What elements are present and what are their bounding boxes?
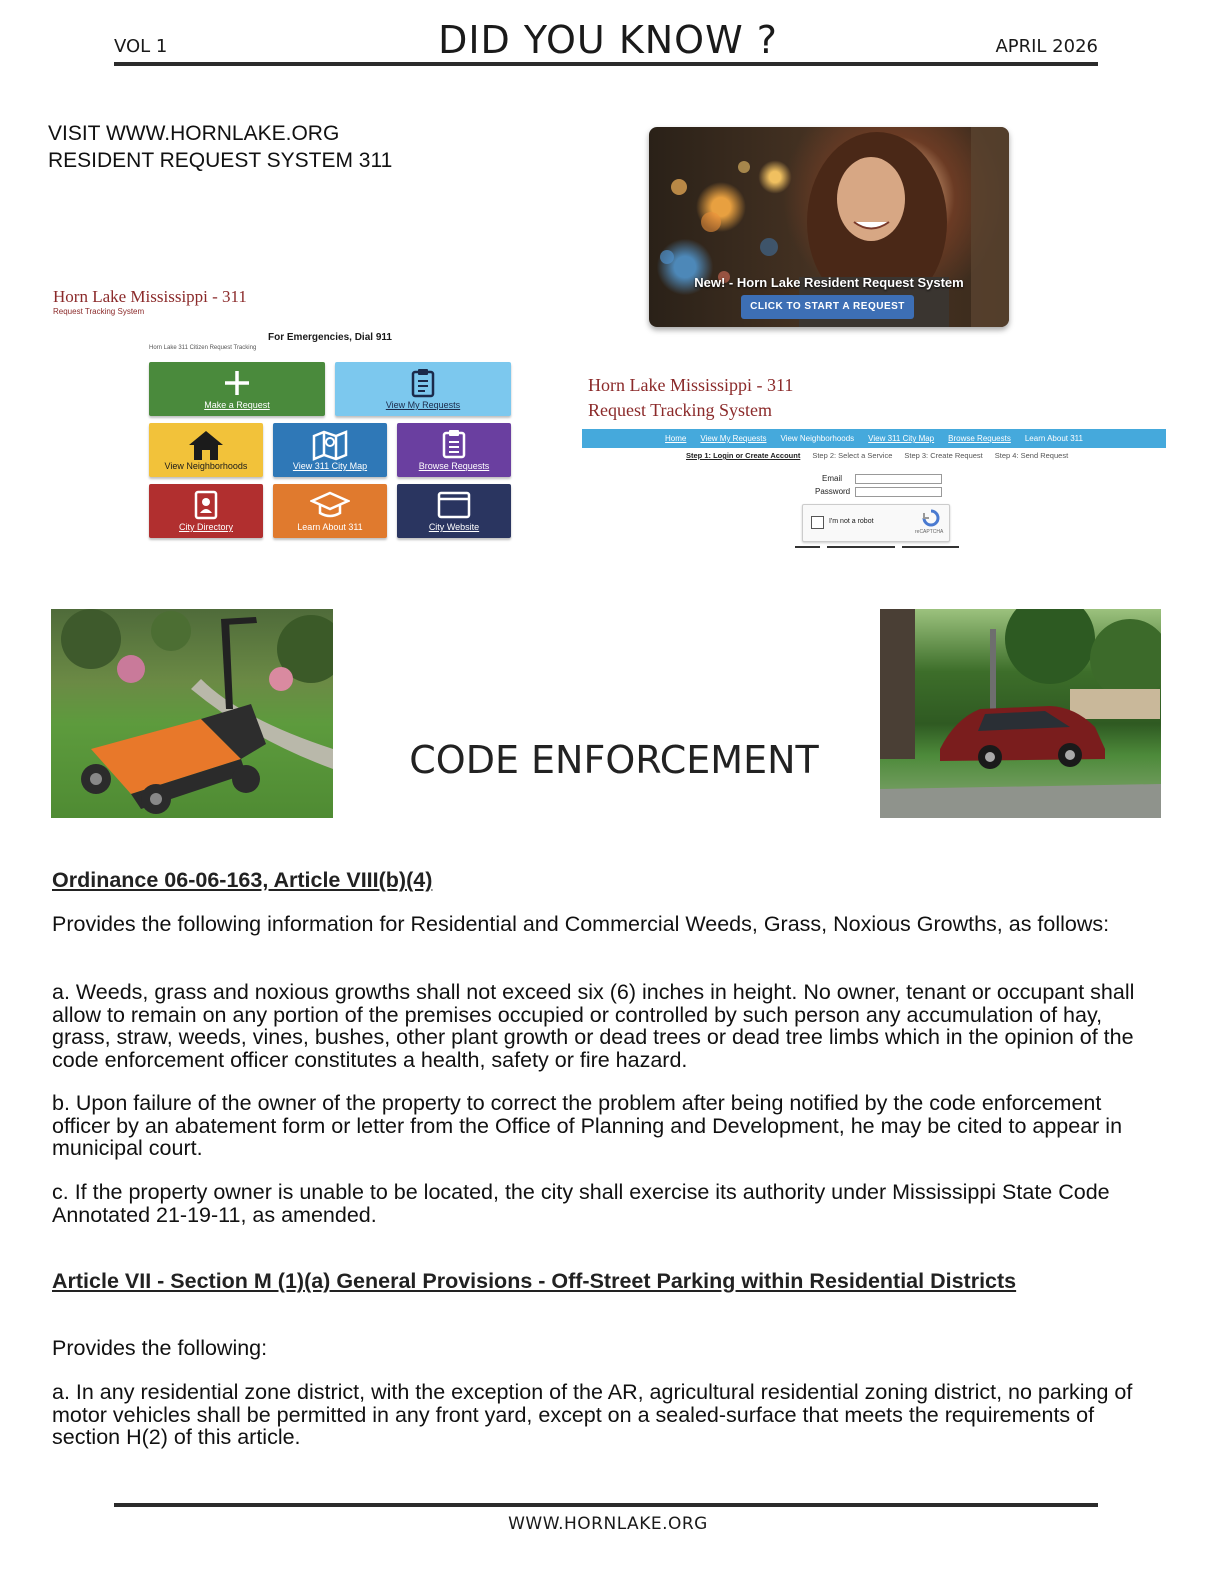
ordinance-clause-c: c. If the property owner is unable to be located, the city shall exercise its authority under Mississippi State Code Annotated 21-19-11, as amended. [52,1180,1110,1227]
parking-heading: Article VII - Section M (1)(a) General Provisions - Off-Street Parking within Residential Districts [52,1269,1017,1293]
nav-view-city-map[interactable]: View 311 City Map [868,434,935,443]
tile-label: Browse Requests [418,461,490,471]
plus-icon [222,368,252,398]
tile-view-neighborhoods[interactable] [149,423,263,477]
tile-view-city-map[interactable] [273,423,387,477]
tile-label: Learn About 311 [297,522,363,532]
header-divider [114,62,1098,66]
volume-label: VOL 1 [114,36,168,57]
issue-date: APRIL 2026 [995,36,1098,57]
list-icon [441,429,467,459]
emergency-notice: For Emergencies, Dial 911 [268,332,392,343]
step-4: Step 4: Send Request [994,451,1069,460]
email-field[interactable] [855,474,942,484]
lawnmower-photo [51,609,333,818]
captcha-brand: reCAPTCHA [915,529,944,535]
visit-notice [48,120,392,174]
hero-caption: New! - Horn Lake Resident Request System [694,275,964,290]
tile-learn-about-311[interactable] [273,484,387,538]
step-3: Step 3: Create Request [904,451,983,460]
newsletter-title: DID YOU KNOW ? [438,18,778,62]
nav-learn-about-311[interactable]: Learn About 311 [1024,434,1083,443]
step-2: Step 2: Select a Service [812,451,893,460]
ordinance-heading: Ordinance 06-06-163, Article VIII(b)(4) [52,868,433,892]
portal-tagline: Horn Lake 311 Citizen Request Tracking [149,345,257,351]
parking-clause-a: a. In any residential zone district, with the exception of the AR, agricultural residential zoning district, no parking of motor vehicles shall be permitted in any front yard, except on a sealed-surface that meets the requirements of section H(2) of this article. [52,1380,1133,1449]
house-icon [187,429,225,461]
step-1[interactable]: Step 1: Login or Create Account [686,451,801,460]
tile-label: View Neighborhoods [164,461,248,471]
tile-city-website[interactable] [397,484,511,538]
ordinance-intro: Provides the following information for Residential and Commercial Weeds, Grass, Noxious Growths, as follows: [52,912,1110,936]
captcha-widget [802,504,950,542]
recaptcha-logo-icon [921,509,941,527]
nav-view-my-requests[interactable]: View My Requests [700,434,767,443]
tracking-header [588,373,793,423]
tile-label: City Directory [178,522,233,532]
captcha-label: I'm not a robot [829,518,874,525]
email-label: Email [822,474,843,483]
car-on-lawn-photo [880,609,1161,818]
map-icon [311,429,349,461]
parking-intro: Provides the following: [52,1336,268,1360]
tracking-nav-bar [582,429,1166,448]
portal-title: Horn Lake Mississippi - 311 [53,287,247,306]
footer-website-link[interactable]: WWW.HORNLAKE.ORG [508,1514,708,1534]
portal-header [53,287,247,316]
start-request-button[interactable]: CLICK TO START A REQUEST [741,295,914,319]
car-illustration [880,609,1161,818]
ordinance-clause-b: b. Upon failure of the owner of the property to correct the problem after being notified by the code enforcement officer by an abatement form or letter from the Office of Planning and Development, he may be cited to appear in municipal court. [52,1091,1123,1160]
footer-divider [114,1503,1098,1507]
hero-banner[interactable] [649,127,1009,327]
tile-view-my-requests[interactable] [335,362,511,416]
code-enforcement-title: CODE ENFORCEMENT [409,738,819,782]
nav-view-neighborhoods[interactable]: View Neighborhoods [780,434,855,443]
clipboard-icon [410,368,436,398]
captcha-checkbox[interactable] [811,516,824,529]
button-edge [902,546,959,548]
tile-label: Make a Request [204,400,270,410]
browser-window-icon [436,490,472,520]
lawnmower-illustration [51,609,333,818]
button-edge [795,546,820,548]
visit-line-1: VISIT WWW.HORNLAKE.ORG [48,122,340,145]
tracking-title-line2: Request Tracking System [588,400,773,420]
visit-line-2: RESIDENT REQUEST SYSTEM 311 [48,149,393,172]
nav-browse-requests[interactable]: Browse Requests [948,434,1011,443]
graduation-cap-icon [310,490,350,520]
button-edge [827,546,895,548]
tile-label: City Website [428,522,480,532]
ordinance-clause-a: a. Weeds, grass and noxious growths shall not exceed six (6) inches in height. No owner, tenant or occupant shall allow to remain on any portion of the premises occupied or controlled by such person any accumulation of hay, grass, straw, weeds, vines, bushes, other plant growth or dead trees or dead tree limbs which in the opinion of the code enforcement officer constitutes a health, safety or fire hazard. [52,980,1135,1072]
tile-make-request[interactable] [149,362,325,416]
tile-city-directory[interactable] [149,484,263,538]
tile-browse-requests[interactable] [397,423,511,477]
tracking-title-line1: Horn Lake Mississippi - 311 [588,375,794,395]
portal-subtitle: Request Tracking System [53,307,145,316]
tracking-steps [686,451,1068,460]
nav-home[interactable]: Home [665,434,687,443]
tile-label: View 311 City Map [292,461,368,471]
tile-label: View My Requests [385,400,461,410]
contact-book-icon [193,490,219,520]
password-field[interactable] [855,487,942,497]
password-label: Password [815,487,851,496]
